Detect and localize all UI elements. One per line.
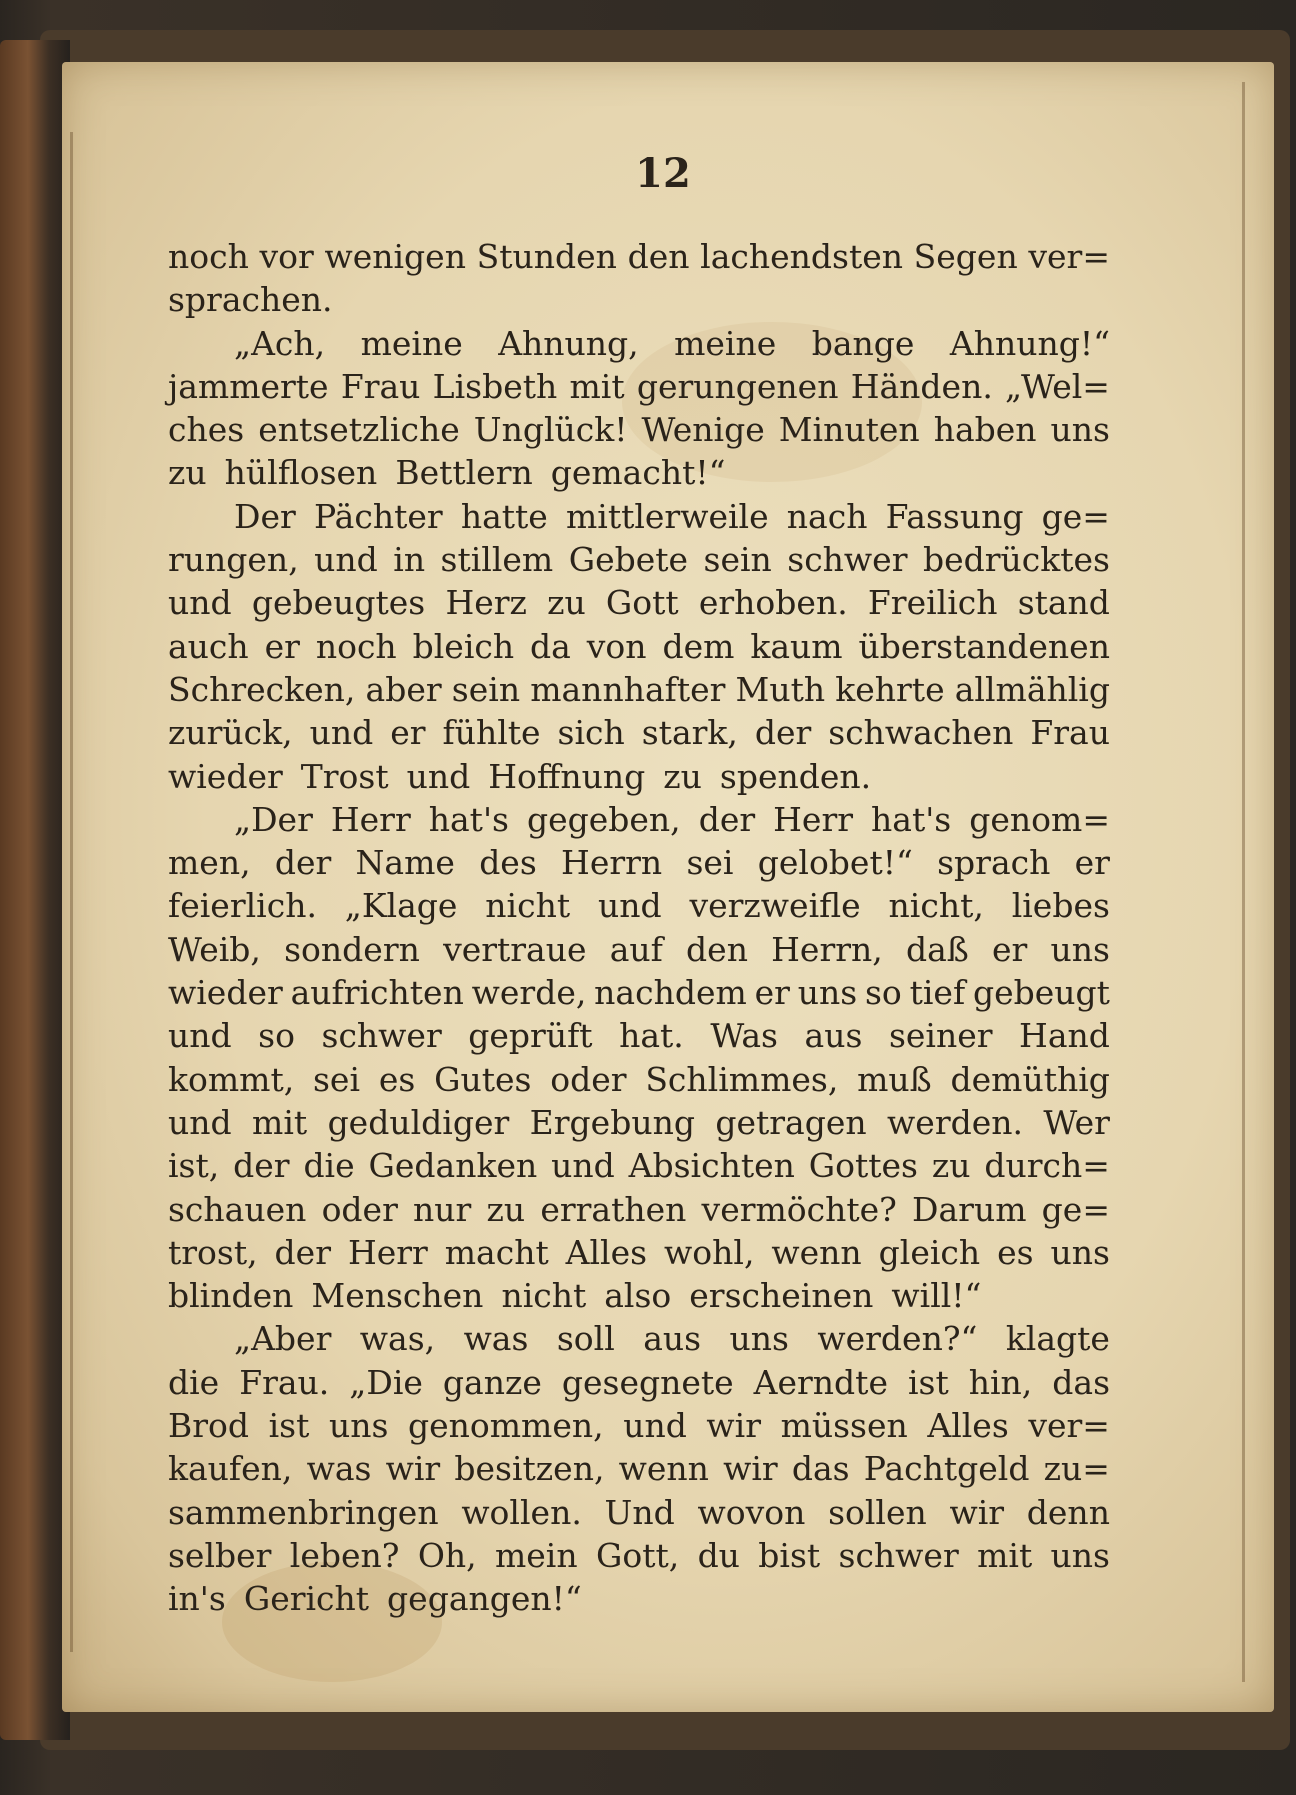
word: oder — [550, 1059, 627, 1099]
word: zurück, — [168, 713, 293, 753]
word: stand — [1017, 583, 1110, 623]
word: gebeugtes — [251, 583, 426, 623]
word: und — [168, 1016, 232, 1056]
word: Lisbeth — [432, 366, 558, 406]
word: daß — [905, 929, 969, 969]
word: bleich — [412, 626, 515, 666]
word: Und — [604, 1492, 675, 1532]
word: so — [258, 1016, 295, 1056]
word: auf — [609, 929, 663, 969]
word: will!“ — [891, 1276, 982, 1316]
text-line — [168, 1577, 1110, 1620]
body-text — [168, 235, 1110, 1621]
word: Wer — [1043, 1102, 1110, 1142]
word: Minuten — [778, 410, 920, 450]
text-line — [168, 1534, 1110, 1577]
word: so — [864, 973, 902, 1013]
word: entsetzliche — [258, 410, 460, 450]
word: mannhafter — [530, 669, 726, 709]
text-line — [168, 971, 1110, 1014]
word: Weib, — [168, 929, 261, 969]
word: was, — [359, 1319, 436, 1359]
word: er — [991, 929, 1028, 969]
word: es — [997, 1232, 1034, 1272]
word: ver= — [1028, 237, 1110, 276]
word: Oh, — [417, 1535, 477, 1575]
word: Gedanken — [368, 1146, 538, 1186]
word: auch — [168, 626, 249, 666]
text-line — [168, 1491, 1110, 1534]
word: von — [586, 626, 647, 666]
word: sein — [451, 669, 521, 709]
text-line — [168, 1144, 1110, 1187]
word: Gottes — [808, 1146, 918, 1186]
word: und — [168, 1102, 232, 1142]
word: in's — [168, 1579, 226, 1619]
word: mein — [494, 1535, 578, 1575]
word: haben — [933, 410, 1037, 450]
word: oder — [321, 1189, 398, 1229]
word: Hand — [1019, 1016, 1110, 1056]
word: was — [306, 1449, 372, 1489]
word: kaufen, — [168, 1449, 293, 1489]
word: „Wel= — [1005, 366, 1110, 406]
word: „Ach, — [234, 323, 326, 363]
text-line — [168, 1447, 1110, 1490]
word: meine — [674, 323, 777, 363]
word: du — [697, 1535, 740, 1575]
text-line — [168, 928, 1110, 971]
word: nicht — [485, 886, 571, 926]
word: Frau — [340, 366, 421, 406]
word: ganze — [442, 1362, 542, 1402]
word: ver= — [1028, 1406, 1110, 1446]
word: hat. — [619, 1016, 684, 1056]
word: hat's — [428, 799, 509, 839]
word: Alles — [565, 1232, 648, 1272]
word: Frau — [1030, 713, 1110, 753]
word: Wenige — [641, 410, 765, 450]
text-line — [168, 711, 1110, 754]
word: meine — [360, 323, 463, 363]
word: sei — [313, 1059, 361, 1099]
word: gebeugt — [972, 973, 1110, 1013]
word: der — [274, 843, 332, 883]
word: mit — [977, 1535, 1033, 1575]
word: stillem — [440, 540, 554, 580]
word: und — [406, 756, 471, 796]
word: Pächter — [313, 496, 443, 536]
word: nachdem — [594, 973, 747, 1013]
word: den — [627, 237, 690, 276]
word: da — [530, 626, 571, 666]
word: Ahnung, — [498, 323, 639, 363]
word: schauen — [168, 1189, 307, 1229]
word: vermöchte? — [701, 1189, 897, 1229]
word: Herr — [330, 799, 411, 839]
word: und — [623, 1406, 687, 1446]
word: soll — [556, 1319, 615, 1359]
word: schwachen — [828, 713, 1014, 753]
text-line — [168, 581, 1110, 624]
word: vor — [259, 237, 314, 276]
word: gelobet!“ — [757, 843, 913, 883]
word: uns — [1050, 1232, 1110, 1272]
word: hin, — [968, 1362, 1033, 1402]
word: seiner — [888, 1016, 993, 1056]
word: uns — [1050, 929, 1110, 969]
word: „Klage — [344, 886, 458, 926]
word: werde, — [471, 973, 587, 1013]
word: Aerndte — [753, 1362, 888, 1402]
word: Unglück! — [473, 410, 628, 450]
word: wenn — [771, 1232, 862, 1272]
word: Bettlern — [395, 453, 533, 493]
word: Alles — [927, 1406, 1009, 1446]
word: jammerte — [168, 366, 329, 406]
word: aber — [365, 669, 442, 709]
word: Gott — [605, 583, 679, 623]
word: feierlich. — [168, 886, 317, 926]
word: Gebete — [568, 540, 689, 580]
word: und — [597, 886, 662, 926]
text-line — [168, 1188, 1110, 1231]
word: Schrecken, — [168, 669, 356, 709]
word: Herr — [773, 799, 854, 839]
word: Was — [710, 1016, 778, 1056]
word: der — [233, 1146, 290, 1186]
leather-binding — [0, 40, 70, 1740]
word: des — [479, 843, 537, 883]
word: uns — [1050, 410, 1110, 450]
word: noch — [315, 626, 397, 666]
page-edge-line — [70, 132, 73, 1652]
word: trost, — [168, 1232, 258, 1272]
page-number: 12 — [635, 150, 691, 197]
text-line — [168, 495, 1110, 538]
word: wieder — [168, 756, 283, 796]
word: in — [393, 540, 426, 580]
word: errathen — [540, 1189, 687, 1229]
word: nicht — [501, 1276, 587, 1316]
word: wohl, — [664, 1232, 755, 1272]
text-line — [168, 625, 1110, 668]
word: also — [604, 1276, 672, 1316]
word: Ahnung!“ — [949, 323, 1110, 363]
page-edge-line — [1242, 82, 1245, 1682]
word: blinden — [168, 1276, 294, 1316]
word: aus — [643, 1319, 702, 1359]
word: die — [303, 1146, 355, 1186]
word: und — [551, 1146, 615, 1186]
word: tief — [909, 973, 966, 1013]
word: spenden. — [719, 756, 872, 796]
word: bist — [758, 1535, 821, 1575]
word: men, — [168, 843, 251, 883]
word: er — [390, 713, 426, 753]
word: sprachen. — [168, 280, 333, 320]
word: selber — [168, 1535, 272, 1575]
word: Name — [355, 843, 455, 883]
word: Brod — [168, 1406, 250, 1446]
word: er — [264, 626, 300, 666]
word: sondern — [284, 929, 420, 969]
word: uns — [797, 973, 858, 1013]
word: uns — [729, 1319, 789, 1359]
word: zu — [547, 583, 586, 623]
word: ist — [907, 1362, 949, 1402]
word: geduldiger — [327, 1102, 510, 1142]
word: und — [314, 540, 378, 580]
word: schwer — [321, 1016, 442, 1056]
word: klagte — [1005, 1319, 1110, 1359]
word: sammenbringen — [168, 1492, 439, 1532]
word: erscheinen — [689, 1276, 874, 1316]
text-line — [168, 408, 1110, 451]
word: wir — [949, 1492, 1005, 1532]
word: gerungenen — [636, 366, 839, 406]
word: kommt, — [168, 1059, 295, 1099]
word: was — [463, 1319, 529, 1359]
word: kehrte — [835, 669, 945, 709]
word: ge= — [1041, 496, 1110, 536]
word: und — [309, 713, 374, 753]
word: zu — [486, 1189, 526, 1229]
word: müssen — [780, 1406, 908, 1446]
word: hat's — [871, 799, 952, 839]
word: werden. — [887, 1102, 1023, 1142]
word: wieder — [168, 973, 283, 1013]
word: wir — [706, 1406, 761, 1446]
word: es — [378, 1059, 416, 1099]
word: gesegnete — [561, 1362, 734, 1402]
text-line — [168, 1361, 1110, 1404]
word: ist, — [168, 1146, 220, 1186]
word: Trost — [300, 756, 389, 796]
word: aufrichten — [290, 973, 464, 1013]
word: genom= — [969, 799, 1110, 839]
word: hülflosen — [224, 453, 378, 493]
word: wenigen — [324, 237, 466, 276]
word: genommen, — [407, 1406, 604, 1446]
text-line — [168, 755, 1110, 798]
word: Herr — [347, 1232, 428, 1272]
word: Fassung — [885, 496, 1024, 536]
word: wenn — [618, 1449, 709, 1489]
text-line — [168, 235, 1110, 278]
word: schwer — [838, 1535, 959, 1575]
word: Absichten — [628, 1146, 795, 1186]
word: zu= — [1043, 1449, 1110, 1489]
word: ches — [168, 410, 245, 450]
word: gegeben, — [526, 799, 681, 839]
text-line — [168, 365, 1110, 408]
word: der — [754, 713, 812, 753]
word: dem — [662, 626, 735, 666]
word: Gott, — [595, 1535, 680, 1575]
word: ge= — [1041, 1189, 1110, 1229]
text-line — [168, 1014, 1110, 1057]
text-line — [168, 538, 1110, 581]
word: gleich — [878, 1232, 981, 1272]
word: zu — [663, 756, 702, 796]
word: „Der — [234, 799, 313, 839]
word: uns — [328, 1406, 389, 1446]
word: denn — [1026, 1492, 1110, 1532]
text-line — [168, 1101, 1110, 1144]
word: und — [168, 583, 232, 623]
word: Menschen — [311, 1276, 484, 1316]
word: Herz — [445, 583, 527, 623]
word: bange — [811, 323, 915, 363]
text-line — [168, 1058, 1110, 1101]
word: Pachtgeld — [863, 1449, 1030, 1489]
word: Händen. — [850, 366, 993, 406]
word: den — [686, 929, 748, 969]
word: zu — [931, 1146, 971, 1186]
word: die — [168, 1362, 220, 1402]
text-line — [168, 798, 1110, 841]
word: Herrn, — [771, 929, 883, 969]
text-line — [168, 1231, 1110, 1274]
text-line — [168, 451, 1110, 494]
word: mit — [569, 366, 625, 406]
word: rungen, — [168, 540, 299, 580]
word: Freilich — [867, 583, 998, 623]
word: hatte — [460, 496, 548, 536]
word: Gericht — [243, 1579, 370, 1619]
word: das — [1052, 1362, 1110, 1402]
word: Ergebung — [529, 1102, 695, 1142]
word: Darum — [912, 1189, 1027, 1229]
word: wir — [385, 1449, 441, 1489]
word: er — [754, 973, 790, 1013]
word: sich — [557, 713, 625, 753]
word: nicht, — [888, 886, 984, 926]
word: ist — [268, 1406, 310, 1446]
word: Frau. — [239, 1362, 330, 1402]
word: vertraue — [443, 929, 587, 969]
word: noch — [168, 237, 249, 276]
word: erhoben. — [698, 583, 848, 623]
word: sein — [703, 540, 772, 580]
word: das — [791, 1449, 850, 1489]
word: nach — [786, 496, 868, 536]
word: nur — [413, 1189, 472, 1229]
word: er — [1074, 843, 1110, 883]
word: stark, — [641, 713, 738, 753]
text-line — [168, 1274, 1110, 1317]
word: aus — [804, 1016, 863, 1056]
word: leben? — [289, 1535, 400, 1575]
word: uns — [1050, 1535, 1110, 1575]
word: Der — [234, 496, 296, 536]
word: Segen — [913, 237, 1018, 276]
word: getragen — [715, 1102, 867, 1142]
word: liebes — [1011, 886, 1110, 926]
word: der — [274, 1232, 331, 1272]
word: fühlte — [442, 713, 541, 753]
word: der — [698, 799, 756, 839]
word: werden?“ — [817, 1319, 978, 1359]
word: bedrücktes — [922, 540, 1110, 580]
word: Stunden — [476, 237, 617, 276]
word: sprach — [937, 843, 1051, 883]
word: kaum — [750, 626, 843, 666]
word: muß — [857, 1059, 932, 1099]
text-line — [168, 1317, 1110, 1360]
word: „Aber — [234, 1319, 332, 1359]
word: überstandenen — [858, 626, 1110, 666]
word: lachendsten — [700, 237, 904, 276]
word: wovon — [697, 1492, 806, 1532]
word: allmählig — [954, 669, 1110, 709]
word: schwer — [787, 540, 908, 580]
word: Herrn — [561, 843, 663, 883]
word: Gutes — [434, 1059, 532, 1099]
word: wollen. — [461, 1492, 582, 1532]
word: sei — [686, 843, 734, 883]
word: Schlimmes, — [645, 1059, 839, 1099]
word: besitzen, — [454, 1449, 605, 1489]
text-line — [168, 322, 1110, 365]
word: zu — [168, 453, 207, 493]
word: verzweifle — [689, 886, 861, 926]
word: Muth — [735, 669, 826, 709]
word: gegangen!“ — [387, 1579, 582, 1619]
word: geprüft — [468, 1016, 593, 1056]
word: mit — [252, 1102, 308, 1142]
text-line — [168, 1404, 1110, 1447]
word: durch= — [984, 1146, 1110, 1186]
word: Hoffnung — [488, 756, 646, 796]
text-line — [168, 841, 1110, 884]
text-line — [168, 668, 1110, 711]
word: demüthig — [950, 1059, 1110, 1099]
word: sollen — [828, 1492, 927, 1532]
word: gemacht!“ — [550, 453, 726, 493]
text-line — [168, 278, 1110, 321]
text-line — [168, 884, 1110, 927]
word: mittlerweile — [565, 496, 769, 536]
word: „Die — [349, 1362, 423, 1402]
word: wir — [723, 1449, 778, 1489]
word: macht — [444, 1232, 549, 1272]
